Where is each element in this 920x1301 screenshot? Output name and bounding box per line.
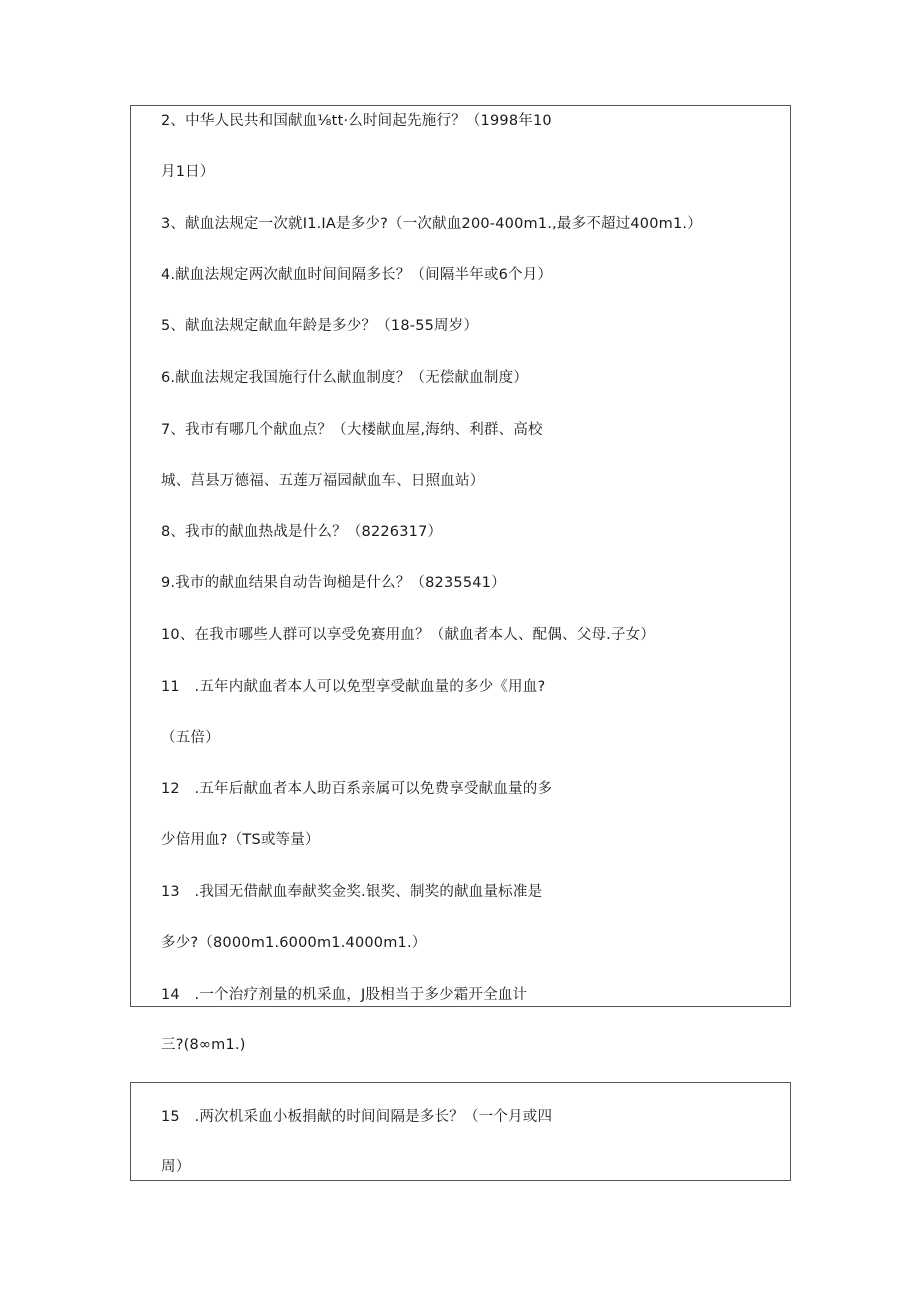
- question-7-line-1: 7、我市有哪几个献血点？（大楼献血屋,海纳、利群、高校: [161, 422, 543, 438]
- question-9: 9.我市的献血结果自动告询槌是什么？（8235541）: [161, 575, 506, 591]
- question-13-line-1: 13 .我国无借献血奉献奖金奖.银奖、制奖的献血量标准是: [161, 884, 543, 900]
- question-4: 4.献血法规定两次献血时间间隔多长？（间隔半年或6个月）: [161, 267, 553, 283]
- question-5: 5、献血法规定献血年龄是多少？（18-55周岁）: [161, 318, 479, 334]
- question-7-line-2: 城、莒县万德福、五莲万福园献血车、日照血站）: [161, 473, 485, 489]
- question-box-1: [130, 105, 791, 1007]
- question-8: 8、我市的献血热战是什么？（8226317）: [161, 524, 443, 540]
- question-15-line-1: 15 .两次机采血小板捐献的时间间隔是多长？（一个月或四: [161, 1109, 553, 1125]
- question-12-line-2: 少倍用血?（TS或等量）: [161, 832, 320, 848]
- question-11-line-1: 11 .五年内献血者本人可以免型享受献血量的多少《用血?: [161, 679, 546, 695]
- question-14-line-2: 三?(8∞m1.): [161, 1037, 246, 1053]
- question-13-line-2: 多少?（8000m1.6000m1.4000m1.）: [161, 935, 427, 951]
- question-15-line-2: 周）: [161, 1159, 191, 1175]
- question-2-line-1: 2、中华人民共和国献血⅛tt·么时间起先施行？（1998年10: [161, 113, 552, 129]
- question-10: 10、在我市哪些人群可以享受免赛用血？（献血者本人、配偶、父母.子女）: [161, 627, 656, 643]
- question-14-line-1: 14 .一个治疗剂量的机采血，J股相当于多少霜开全血计: [161, 987, 528, 1003]
- question-2-line-2: 月1日）: [161, 164, 215, 180]
- question-3: 3、献血法规定一次就I1.IA是多少?（一次献血200-400m1.,最多不超过400m1.）: [161, 216, 702, 232]
- question-12-line-1: 12 .五年后献血者本人助百系亲属可以免费享受献血量的多: [161, 781, 553, 797]
- question-box-2: [130, 1082, 791, 1181]
- question-11-line-2: （五倍）: [161, 730, 220, 746]
- question-6: 6.献血法规定我国施行什么献血制度？（无偿献血制度）: [161, 370, 529, 386]
